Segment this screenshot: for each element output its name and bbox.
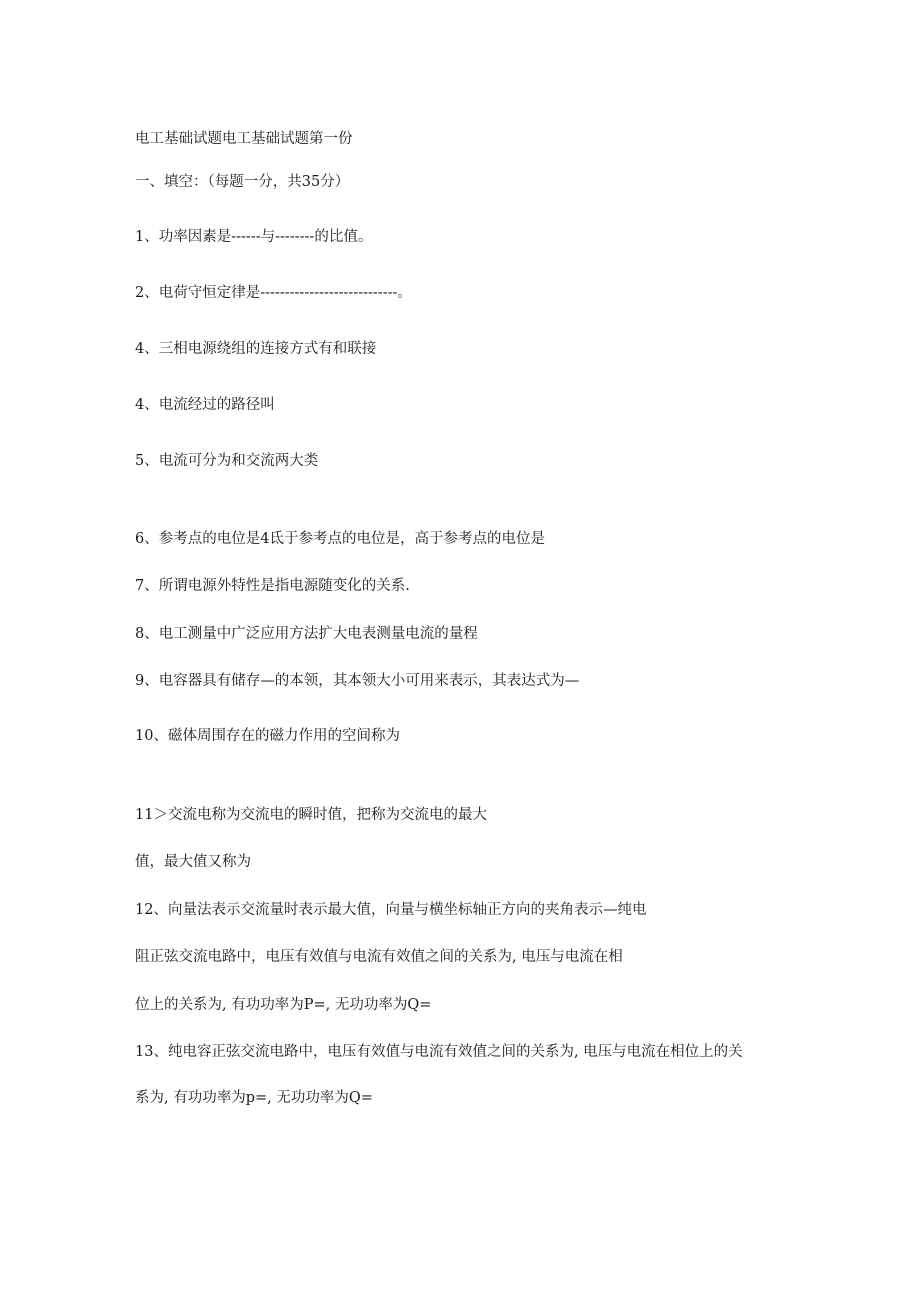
question-line: 11＞交流电称为交流电的瞬时值，把称为交流电的最大 — [135, 807, 487, 823]
question-line: 值，最大值又称为 — [135, 854, 251, 870]
section-heading: 一、填空：（每题一分，共35分） — [135, 174, 350, 190]
question-line: 阻正弦交流电路中，电压有效值与电流有效值之间的关系为, 电压与电流在相 — [135, 949, 623, 965]
question-line: 4、电流经过的路径叫 — [135, 397, 275, 413]
question-line: 9、电容器具有储存—的本领，其本领大小可用来表示，其表达式为— — [135, 673, 580, 689]
question-line: 2、电荷守恒定律是----------------------------。 — [135, 285, 412, 301]
document-title: 电工基础试题电工基础试题第一份 — [135, 131, 353, 147]
question-line: 7、所谓电源外特性是指电源随变化的关系. — [135, 578, 410, 594]
question-line: 5、电流可分为和交流两大类 — [135, 453, 319, 469]
question-line: 6、参考点的电位是4氐于参考点的电位是，高于参考点的电位是 — [135, 531, 545, 547]
question-line: 4、三相电源绕组的连接方式有和联接 — [135, 341, 377, 357]
question-line: 10、磁体周围存在的磁力作用的空间称为 — [135, 728, 400, 744]
question-line: 位上的关系为, 有功功率为P=, 无功功率为Q= — [135, 997, 432, 1013]
question-line: 13、纯电容正弦交流电路中，电压有效值与电流有效值之间的关系为, 电压与电流在相位上的关 — [135, 1044, 743, 1060]
question-line: 8、电工测量中广泛应用方法扩大电表测量电流的量程 — [135, 626, 478, 642]
question-line: 系为, 有功功率为p=, 无功功率为Q= — [135, 1090, 373, 1106]
question-line: 1、功率因素是------与--------的比值。 — [135, 229, 373, 245]
question-line: 12、向量法表示交流量时表示最大值，向量与横坐标轴正方向的夹角表示—纯电 — [135, 902, 647, 918]
